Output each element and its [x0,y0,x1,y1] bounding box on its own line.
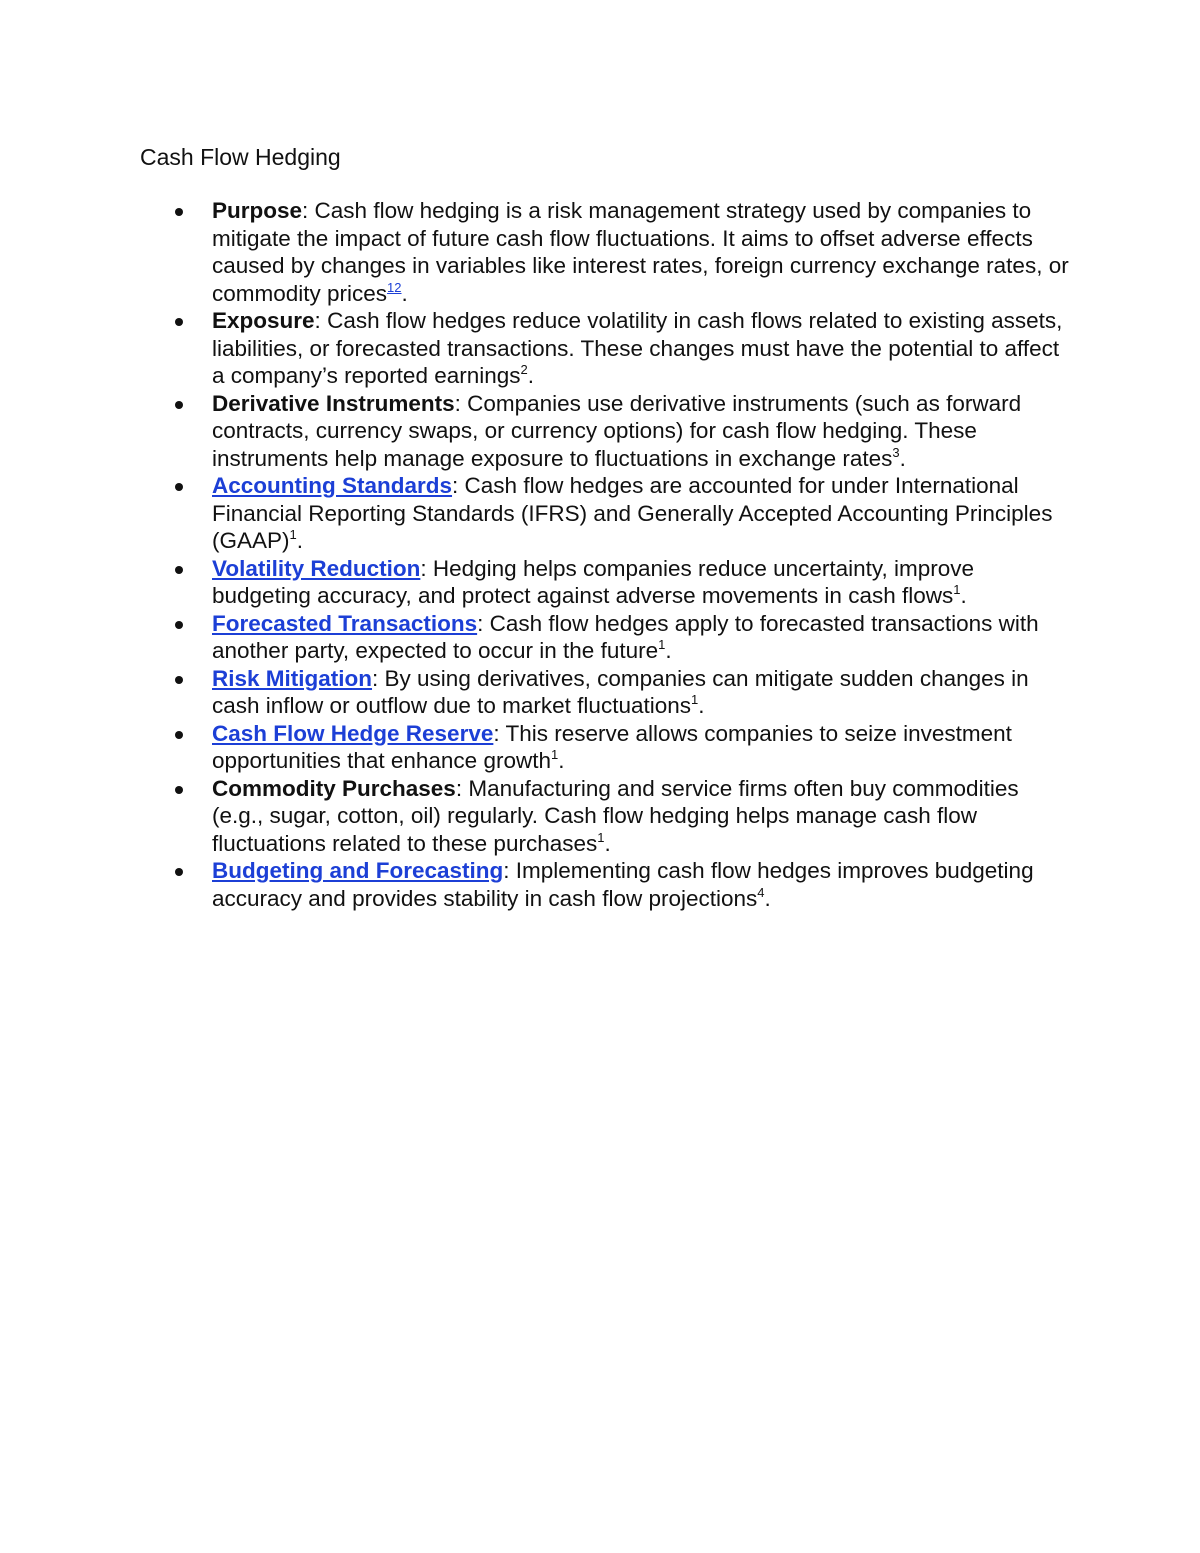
item-text: Cash flow hedging is a risk management strategy used by companies to mitigate the impact of future cash flow fluctuations. It aims to offset adverse effects caused by changes in variables like interest rates, foreign currency exchange rates, or commodity prices [212,198,1069,306]
item-end: . [698,693,705,718]
term-link[interactable]: Cash Flow Hedge Reserve [212,720,494,746]
footnote-ref: 1 [289,527,297,542]
footnote-ref: 1 [597,829,605,845]
bullet-icon [175,786,183,794]
item-text: Cash flow hedges reduce volatility in cash flows related to existing assets, liabilities, or forecasted transactions. These changes must have the potential to affect a company’s reported earnings [212,308,1063,388]
term-label: Exposure [212,308,315,333]
footnote-ref: 4 [757,884,765,900]
bullet-icon [175,621,183,629]
list-item-cash-flow-hedge-reserve [140,720,1070,775]
item-text: Implementing cash flow hedges improves budgeting accuracy and provides stability in cash flow projections [212,858,1034,911]
footnote-ref: 2 [520,362,528,377]
term-separator: : [493,720,500,746]
item-end: . [401,280,408,306]
term-separator: : [302,198,309,223]
bullet-list [140,197,1070,912]
term-link[interactable]: Volatility Reduction [212,555,421,581]
page-title: Cash Flow Hedging [140,144,341,170]
bullet-icon [175,566,183,574]
item-text: This reserve allows companies to seize investment opportunities that enhance growth [212,720,1012,773]
bullet-icon [175,483,183,491]
term-link[interactable]: Forecasted Transactions [212,610,478,636]
term-separator: : [420,555,427,581]
list-item-volatility-reduction [140,555,1070,610]
item-end: . [558,748,565,773]
term-link[interactable]: Budgeting and Forecasting [212,858,504,883]
item-text: Manufacturing and service firms often buy commodities (e.g., sugar, cotton, oil) regularly. Cash flow hedging helps manage cash flow fluctuations related to these purchases [212,775,1019,856]
list-item-forecasted-transactions [140,610,1070,665]
list-item-budgeting-and-forecasting [140,857,1070,912]
bullet-icon [175,318,183,326]
footnote-link[interactable]: 12 [387,279,402,295]
item-end: . [296,528,304,553]
footnote-ref: 1 [550,747,559,762]
term-label: Purpose [212,198,303,223]
list-item-commodity-purchases [140,775,1070,858]
item-text: By using derivatives, companies can mitigate sudden changes in cash inflow or outflow due to market fluctuations [212,665,1029,718]
footnote-ref: 3 [892,444,900,460]
bullet-icon [175,401,183,409]
bullet-icon [175,208,183,216]
list-item-derivative-instruments [140,390,1070,473]
item-end: . [764,885,771,911]
item-end: . [604,830,611,856]
item-end: . [665,638,672,663]
item-end: . [960,583,967,608]
item-end: . [899,445,906,471]
footnote-ref: 1 [658,637,666,652]
term-separator: : [477,610,484,636]
term-separator: : [372,665,379,691]
item-text: Companies use derivative instruments (such as forward contracts, currency swaps, or currency options) for cash flow hedging. These instruments help manage exposure to fluctuations in exchange rates [212,390,1022,471]
term-separator: : [314,308,321,333]
bullet-icon [175,868,183,876]
list-item-purpose [140,197,1070,307]
term-label: Commodity Purchases [212,775,456,801]
footnote-ref: 1 [953,582,961,597]
term-separator: : [455,775,463,801]
bullet-icon [175,676,183,684]
term-label: Derivative Instruments [212,390,455,416]
term-separator: : [454,390,461,416]
term-link[interactable]: Risk Mitigation [212,665,373,691]
item-text: Cash flow hedges are accounted for under International Financial Reporting Standards (IFRS) and Generally Accepted Accounting Principles (GAAP) [212,473,1053,553]
item-text: Cash flow hedges apply to forecasted transactions with another party, expected to occur in the future [212,610,1039,663]
list-item-risk-mitigation [140,665,1070,720]
list-item-exposure [140,307,1070,390]
term-link[interactable]: Accounting Standards [212,473,453,498]
term-separator: : [503,858,510,883]
item-end: . [527,363,535,388]
term-separator: : [452,473,459,498]
list-item-accounting-standards [140,472,1070,555]
footnote-ref: 1 [691,692,699,707]
item-text: Hedging helps companies reduce uncertainty, improve budgeting accuracy, and protect against adverse movements in cash flows [212,555,975,608]
bullet-icon [175,731,183,739]
